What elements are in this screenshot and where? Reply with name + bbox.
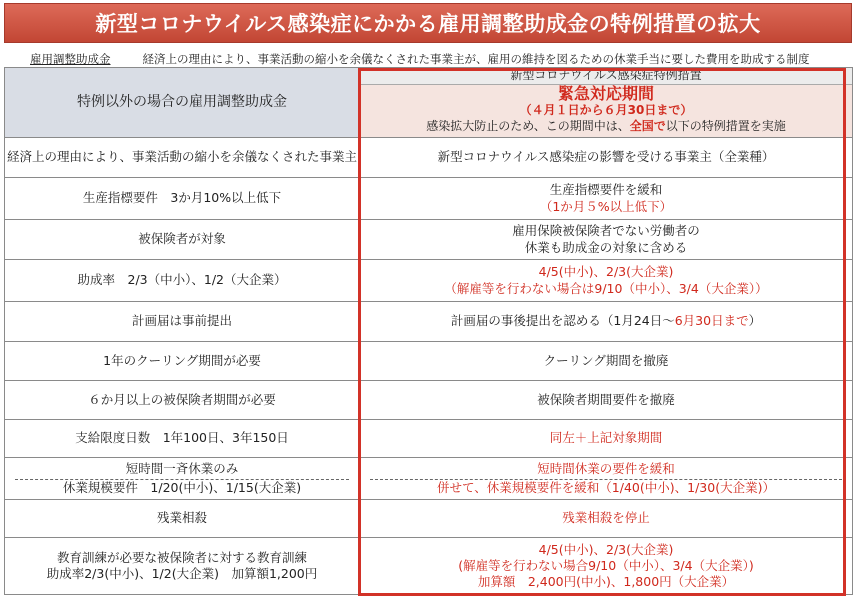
header-left: 特例以外の場合の雇用調整助成金 [5,68,360,138]
table-row [5,178,853,220]
page-title: 新型コロナウイルス感染症にかかる雇用調整助成金の特例措置の拡大 [4,3,852,43]
row-left: 短時間一斉休業のみ 休業規模要件 1/20(中小)、1/15(大企業) [5,458,360,500]
intro-line [10,49,850,69]
table-row [5,302,853,342]
row-left: 残業相殺 [5,500,360,538]
row-left: ６か月以上の被保険者期間が必要 [5,381,360,420]
row-left: 教育訓練が必要な被保険者に対する教育訓練 助成率2/3(中小)、1/2(大企業) 加算額1,200円 [5,538,360,595]
table-row [5,420,853,458]
table-row [5,220,853,260]
row-right: 雇用保険被保険者でない労働者の 休業も助成金の対象に含める [360,220,853,260]
row-right: 被保険者期間要件を撤廃 [360,381,853,420]
table-row [5,342,853,381]
table-row [5,458,853,500]
row-right: 短時間休業の要件を緩和 併せて、休業規模要件を緩和（1/40(中小)、1/30(大企業)） [360,458,853,500]
header-note: 感染拡大防止のため、この期間中は、全国で以下の特例措置を実施 [426,118,786,133]
table-row [5,138,853,178]
row-right: クーリング期間を撤廃 [360,342,853,381]
intro-label: 雇用調整助成金 [30,52,111,66]
row-left: 助成率 2/3（中小）、1/2（大企業） [5,260,360,302]
row-right: 4/5(中小)、2/3(大企業) （解雇等を行わない場合は9/10（中小）、3/4（大企業）） [360,260,853,302]
row-left: 生産指標要件 3か月10%以上低下 [5,178,360,220]
table-header-row [5,68,853,138]
row-left: 支給限度日数 1年100日、3年150日 [5,420,360,458]
table-row [5,381,853,420]
table-row [5,260,853,302]
row-left: 1年のクーリング期間が必要 [5,342,360,381]
header-right-top: 新型コロナウイルス感染症特例措置 [360,68,852,85]
row-right: 4/5(中小)、2/3(大企業) (解雇等を行わない場合9/10（中小）、3/4（大企業）) 加算額 2,400円(中小)、1,800円（大企業） [360,538,853,595]
row-right: 新型コロナウイルス感染症の影響を受ける事業主（全業種） [360,138,853,178]
row-left: 被保険者が対象 [5,220,360,260]
row-right: 計画届の事後提出を認める（1月24日〜6月30日まで） [360,302,853,342]
emergency-period: （４月１日から６月30日まで） [519,103,693,118]
intro-text: 経済上の理由により、事業活動の縮小を余儀なくされた事業主が、雇用の維持を図るための休業手当に要した費用を助成する制度 [142,52,810,66]
table-row [5,538,853,595]
row-right: 生産指標要件を緩和 （1か月５%以上低下） [360,178,853,220]
table-row [5,500,853,538]
row-right: 同左＋上記対象期間 [360,420,853,458]
row-left: 計画届は事前提出 [5,302,360,342]
header-right [360,68,853,138]
emergency-label: 緊急対応期間 [557,84,654,103]
row-left: 経済上の理由により、事業活動の縮小を余儀なくされた事業主 [5,138,360,178]
row-right: 残業相殺を停止 [360,500,853,538]
comparison-table [4,67,853,595]
